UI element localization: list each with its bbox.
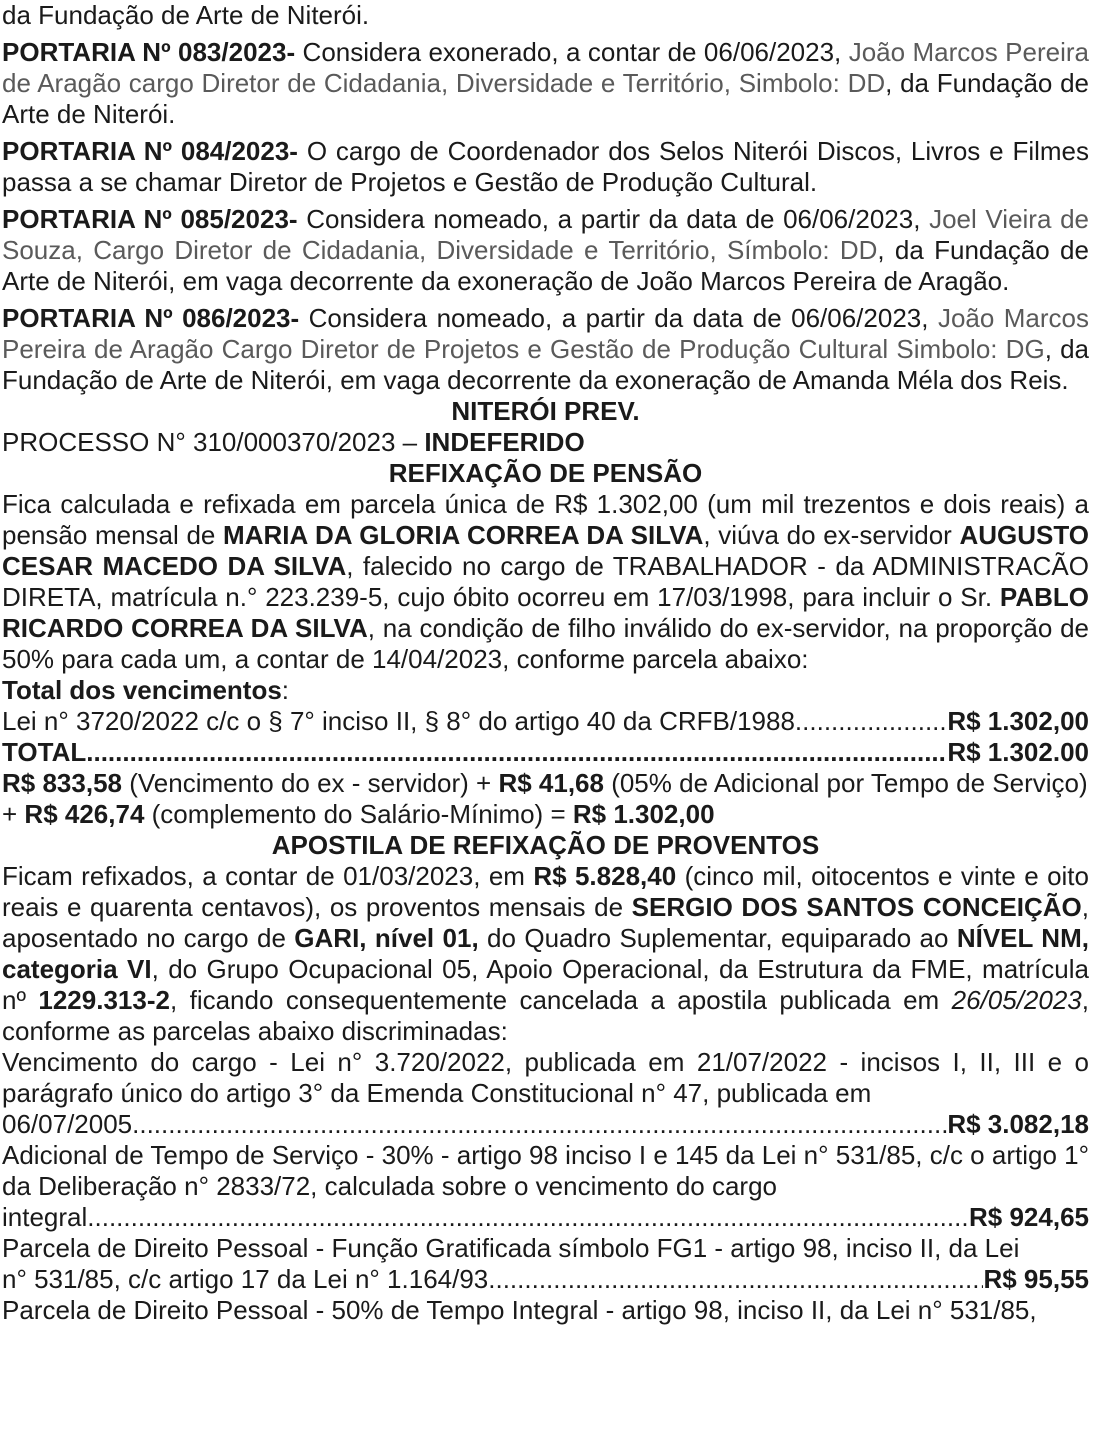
pensao-text-4: , na condição de filho inválido do ex-servidor, na proporção de 50% para cada um, a contar de 14/04/2023, conforme parcela abaixo: (2, 613, 1090, 674)
pensao-text-3: , falecido no cargo de TRABALHADOR - da ADMINISTRACÃO DIRETA, matrícula n.° 223.239-5, cujo óbito ocorreu em 17/03/1998, para incluir o Sr. (2, 551, 1090, 612)
leader-dots (87, 1202, 969, 1233)
portaria-086-lead: PORTARIA Nº 086/2023- (2, 303, 300, 333)
apostila-matricula: 1229.313-2 (38, 985, 170, 1015)
portaria-085-text-2: , da Fundação de Arte de Niterói, em vaga decorrente da exoneração de João Marcos Pereira de Aragão. (2, 235, 1089, 296)
portaria-084-paragraph (2, 136, 1089, 198)
apostila-paragraph (2, 861, 1089, 1047)
apostila-text-5: , do Grupo Ocupacional 05, Apoio Operacional, da Estrutura da FME, matrícula nº (2, 954, 1089, 1015)
niteroi-prev-heading (2, 396, 1089, 427)
leader-dots (132, 1109, 947, 1140)
item1-last-text: 06/07/2005 (2, 1109, 133, 1139)
apostila-text-7: , conforme as parcelas abaixo discriminadas: (2, 985, 1089, 1046)
total-leader-line (2, 737, 1089, 768)
apostila-heading (2, 830, 1089, 861)
portaria-085-paragraph (2, 204, 1089, 297)
item1-amount: R$ 3.082,18 (947, 1109, 1089, 1139)
pensao-text-1: Fica calculada e refixada em parcela única de R$ 1.302,00 (um mil trezentos e dois reais) a pensão mensal de (2, 489, 1089, 550)
portaria-083-text-1: Considera exonerado, a contar de 06/06/2023, (295, 37, 849, 67)
apostila-name: SERGIO DOS SANTOS CONCEIÇÃO (631, 892, 1082, 922)
lei-line-text: Lei n° 3720/2022 c/c o § 7° inciso II, § 8° do artigo 40 da CRFB/1988 (2, 706, 795, 736)
apostila-heading-text: APOSTILA DE REFIXAÇÃO DE PROVENTOS (271, 830, 820, 860)
processo-line (2, 427, 1089, 458)
lei-line-amount: R$ 1.302,00 (947, 706, 1089, 736)
total-label: TOTAL (2, 737, 87, 767)
apostila-amount: R$ 5.828,40 (533, 861, 677, 891)
item3-leader-line (2, 1264, 1089, 1295)
pensao-filho-name: PABLO RICARDO CORREA DA SILVA (2, 582, 1089, 643)
calc-adicional-amount: R$ 41,68 (498, 768, 604, 798)
calc-text-1: (Vencimento do ex - servidor) + (121, 768, 499, 798)
portaria-086-paragraph (2, 303, 1089, 396)
item2-last-text: integral (2, 1202, 88, 1232)
leader-dots (86, 737, 947, 768)
portaria-084-lead: PORTARIA Nº 084/2023- (2, 136, 298, 166)
leader-dots (795, 706, 947, 737)
portaria-086-text-2: , da Fundação de Arte de Niterói, em vaga decorrente da exoneração de Amanda Méla dos Reis. (2, 334, 1089, 395)
calc-vencimento-amount: R$ 833,58 (2, 768, 122, 798)
portaria-083-paragraph (2, 37, 1089, 130)
portaria-083-text-2: , da Fundação de Arte de Niterói. (2, 68, 1089, 129)
calc-text-3: (complemento do Salário-Mínimo) = (144, 799, 573, 829)
total-amount: R$ 1.302.00 (947, 737, 1089, 767)
total-vencimentos-label: Total dos vencimentos (2, 675, 282, 705)
processo-text: PROCESSO N° 310/000370/2023 – (2, 427, 425, 457)
processo-status: INDEFERIDO (424, 427, 585, 457)
calc-complemento-amount: R$ 426,74 (24, 799, 145, 829)
pensao-ex-servidor-name: AUGUSTO CESAR MACEDO DA SILVA (2, 520, 1090, 581)
item2-amount: R$ 924,65 (969, 1202, 1089, 1232)
portaria-083-name: João Marcos Pereira de Aragão cargo Diretor de Cidadania, Diversidade e Território, Simbolo: DD (2, 37, 1089, 98)
leader-dots (488, 1264, 983, 1295)
portaria-084-text-1: O cargo de Coordenador dos Selos Niterói Discos, Livros e Filmes passa a se chamar Diretor de Projetos e Gestão de Produção Cultural. (2, 136, 1090, 197)
total-vencimentos-colon: : (281, 675, 290, 705)
apostila-text-1: Ficam refixados, a contar de 01/03/2023, em (2, 861, 534, 891)
portaria-086-text-1: Considera nomeado, a partir da data de 06/06/2023, (299, 303, 938, 333)
item3-paragraph: Parcela de Direito Pessoal - Função Gratificada símbolo FG1 - artigo 98, inciso II, da Lei (2, 1233, 1020, 1263)
calculation-paragraph (2, 768, 1089, 830)
calc-total-amount: R$ 1.302,00 (572, 799, 715, 829)
item2-paragraph: Adicional de Tempo de Serviço - 30% - artigo 98 inciso I e 145 da Lei n° 531/85, c/c o artigo 1° da Deliberação n° 2833/72, calculada sobre o vencimento do cargo (2, 1140, 1089, 1201)
refixacao-pensao-paragraph (2, 489, 1089, 675)
portaria-086-name: João Marcos Pereira de Aragão Cargo Diretor de Projetos e Gestão de Produção Cultural Simbolo: DG (2, 303, 1090, 364)
portaria-083-lead: PORTARIA Nº 083/2023- (2, 37, 296, 67)
portaria-085-name: Joel Vieira de Souza, Cargo Diretor de Cidadania, Diversidade e Território, Símbolo: DD (2, 204, 1090, 265)
item1-paragraph: Vencimento do cargo - Lei n° 3.720/2022, publicada em 21/07/2022 - incisos I, II, III e o parágrafo único do artigo 3° da Emenda Constitucional n° 47, publicada em (2, 1047, 1089, 1108)
refixacao-pensao-heading (2, 458, 1089, 489)
lei-leader-line (2, 706, 1089, 737)
apostila-text-3: , aposentado no cargo de (2, 892, 1089, 953)
item4-paragraph: Parcela de Direito Pessoal - 50% de Tempo Integral - artigo 98, inciso II, da Lei n° 531/85, (2, 1295, 1037, 1325)
pensao-beneficiary-name: MARIA DA GLORIA CORREA DA SILVA (223, 520, 704, 550)
item1-leader-line (2, 1109, 1089, 1140)
refixacao-pensao-heading-text: REFIXAÇÃO DE PENSÃO (388, 458, 703, 488)
portaria-085-text-1: Considera nomeado, a partir da data de 06/06/2023, (297, 204, 930, 234)
total-vencimentos-line (2, 675, 1089, 706)
apostila-text-2: (cinco mil, oitocentos e vinte e oito reais e quarenta centavos), os proventos mensais de (2, 861, 1089, 922)
apostila-nivel: NÍVEL NM, categoria VI (2, 923, 1089, 984)
item3-last-text: n° 531/85, c/c artigo 17 da Lei n° 1.164/93 (2, 1264, 489, 1294)
pensao-text-2: , viúva do ex-servidor (703, 520, 960, 550)
apostila-text-4: do Quadro Suplementar, equiparado ao (478, 923, 957, 953)
apostila-text-6: , ficando consequentemente cancelada a apostila publicada em (169, 985, 952, 1015)
apostila-cargo: GARI, nível 01, (294, 923, 479, 953)
portaria-085-lead: PORTARIA Nº 085/2023- (2, 204, 298, 234)
intro-tail-paragraph: da Fundação de Arte de Niterói. (2, 0, 370, 30)
item2-leader-line (2, 1202, 1089, 1233)
item3-amount: R$ 95,55 (983, 1264, 1089, 1294)
calc-text-2: (05% de Adicional por Tempo de Serviço) + (2, 768, 1088, 829)
apostila-date: 26/05/2023 (951, 985, 1082, 1015)
niteroi-prev-heading-text: NITERÓI PREV. (451, 396, 640, 426)
